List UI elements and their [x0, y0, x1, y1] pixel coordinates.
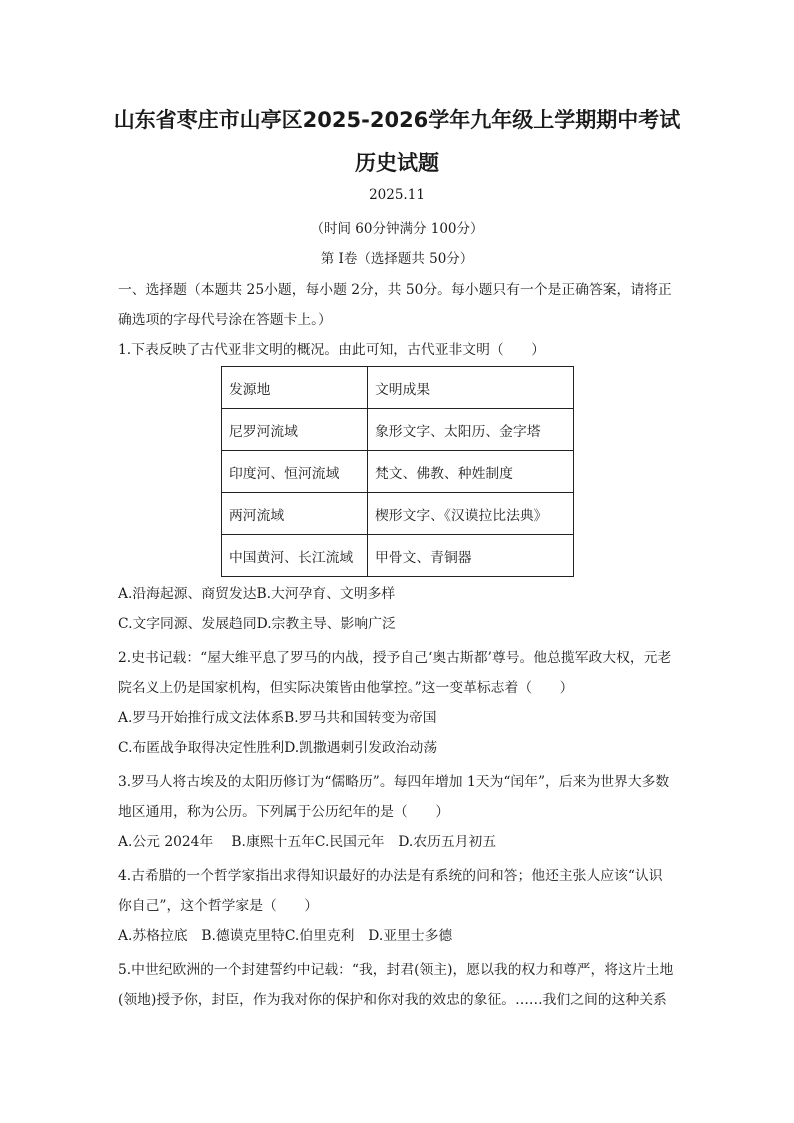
q5-stem-line-2: (领地)授予你，封臣，作为我对你的保护和你对我的效忠的象征。……我们之间的这种关系: [118, 992, 667, 1008]
exam-subject: 历史试题: [355, 151, 439, 175]
q2-options-line-1: A.罗马开始推行成文法体系B.罗马共和国转变为帝国: [118, 710, 437, 726]
q3-stem-line-1: 3.罗马人将古埃及的太阳历修订为“儒略历”。每四年增加 1天为“闰年”，后来为世界大多数: [118, 774, 670, 790]
exam-date: 2025.11: [369, 187, 425, 203]
exam-time-info: （时间 60分钟满分 100分）: [310, 221, 484, 237]
table-header-cell: 发源地: [222, 367, 368, 409]
table-cell: 楔形文字、《汉谟拉比法典》: [368, 493, 574, 535]
table-header-row: [222, 367, 574, 409]
q4-stem-line-2: 你自己”，这个哲学家是（ ）: [118, 898, 319, 914]
table-row: [222, 409, 574, 451]
table-cell: 中国黄河、长江流域: [222, 535, 368, 577]
q4-stem-line-1: 4.古希腊的一个哲学家指出求得知识最好的办法是有系统的问和答；他还主张人应该“认识: [118, 868, 663, 884]
q2-stem-line-2: 院名义上仍是国家机构，但实际决策皆由他掌控。”这一变革标志着（ ）: [118, 680, 574, 696]
table-header-cell: 文明成果: [368, 367, 574, 409]
instructions-line-1: 一、选择题（本题共 25小题，每小题 2分，共 50分。每小题只有一个是正确答案，请将正: [118, 282, 672, 298]
q1-stem: 1.下表反映了古代亚非文明的概况。由此可知，古代亚非文明（ ）: [118, 342, 546, 358]
instructions-line-2: 确选项的字母代号涂在答题卡上。）: [118, 312, 332, 328]
q1-options-line-1: A.沿海起源、商贸发达B.大河孕育、文明多样: [118, 586, 396, 602]
volume-heading: 第 I卷（选择题共 50分）: [320, 251, 474, 267]
table-cell: 两河流域: [222, 493, 368, 535]
table-row: [222, 493, 574, 535]
q3-stem-line-2: 地区通用，称为公历。下列属于公历纪年的是（ ）: [118, 804, 450, 820]
q5-stem-line-1: 5.中世纪欧洲的一个封建誓约中记载：“我，封君(领主)，愿以我的权力和尊严，将这片土地: [118, 962, 674, 978]
q4-options-line-1: A.苏格拉底 B.德谟克里特C.伯里克利 D.亚里士多德: [118, 928, 453, 944]
table-row: [222, 451, 574, 493]
q1-civilization-table: [221, 366, 574, 577]
q2-options-line-2: C.布匿战争取得决定性胜利D.凯撒遇刺引发政治动荡: [118, 740, 438, 756]
table-cell: 尼罗河流域: [222, 409, 368, 451]
table-cell: 象形文字、太阳历、金字塔: [368, 409, 574, 451]
table-cell: 甲骨文、青铜器: [368, 535, 574, 577]
q3-options-line-1: A.公元 2024年 B.康熙十五年C.民国元年 D.农历五月初五: [118, 834, 497, 850]
exam-title: 山东省枣庄市山亭区2025-2026学年九年级上学期期中考试: [113, 108, 681, 132]
q1-options-line-2: C.文字同源、发展趋同D.宗教主导、影响广泛: [118, 616, 396, 632]
table-row: [222, 535, 574, 577]
table-cell: 印度河、恒河流域: [222, 451, 368, 493]
table-cell: 梵文、佛教、种姓制度: [368, 451, 574, 493]
q2-stem-line-1: 2.史书记载：“屋大维平息了罗马的内战，授予自己‘奥古斯都’尊号。他总揽军政大权，元老: [118, 650, 672, 666]
